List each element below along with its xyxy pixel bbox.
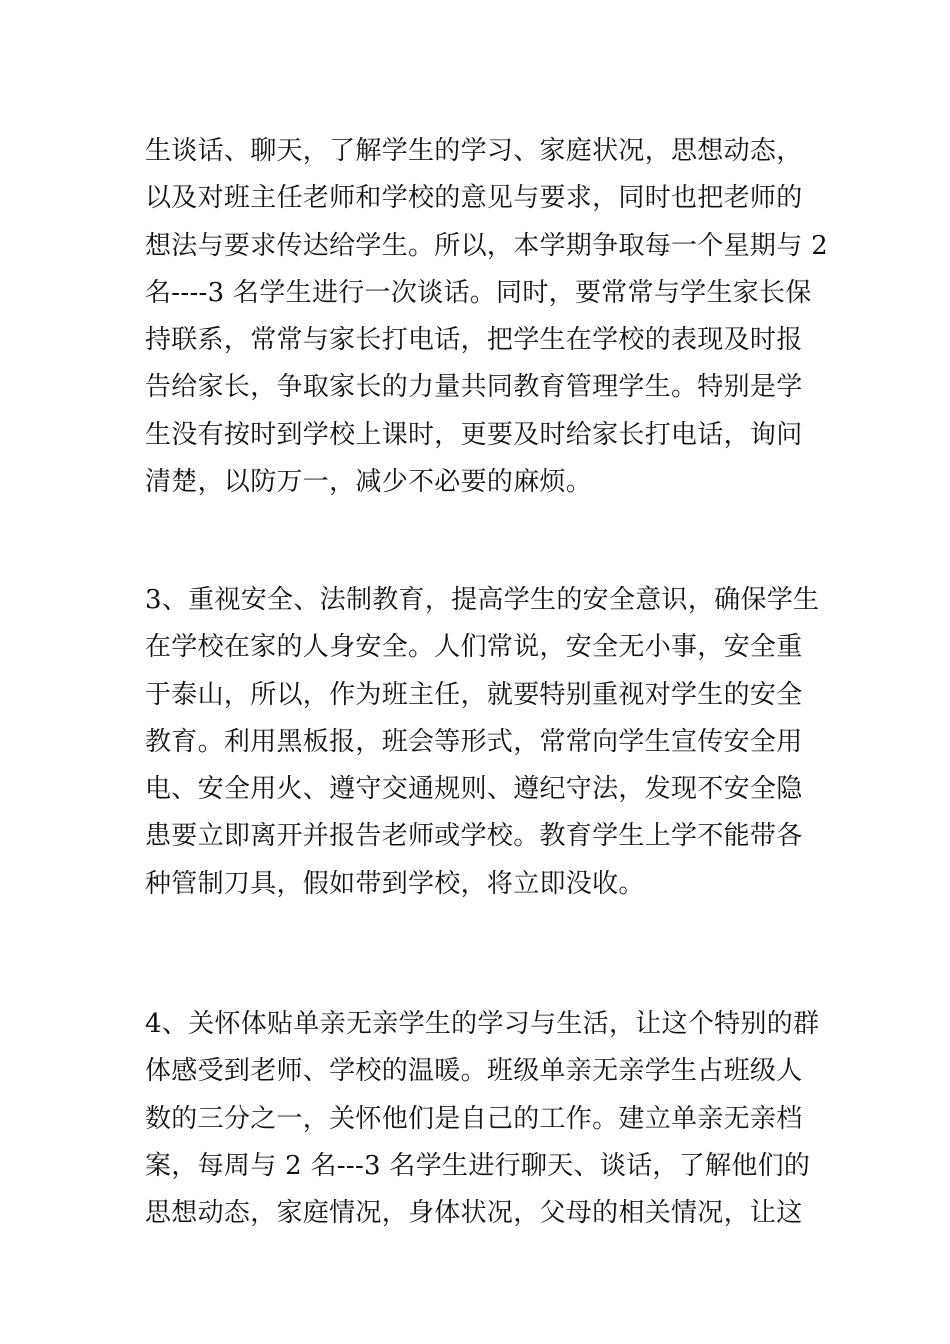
text-line: 体感受到老师、学校的温暖。班级单亲无亲学生占班级人 [145,1056,803,1087]
text-line: 于泰山，所以，作为班主任，就要特别重视对学生的安全 [145,679,803,710]
text-line: 生没有按时到学校上课时，更要及时给家长打电话，询问 [145,419,803,450]
text-line: 告给家长，争取家长的力量共同教育管理学生。特别是学 [145,372,803,403]
text-line: 在学校在家的人身安全。人们常说，安全无小事，安全重 [145,632,803,663]
paragraph-communication [145,128,828,506]
text-line: 思想动态，家庭情况，身体状况，父母的相关情况，让这 [145,1198,803,1229]
text-line: 数的三分之一，关怀他们是自己的工作。建立单亲无亲档 [145,1103,803,1134]
text-line: 以及对班主任老师和学校的意见与要求，同时也把老师的 [145,183,803,214]
text-line: 教育。利用黑板报，班会等形式，常常向学生宣传安全用 [145,726,803,757]
text-line: 电、安全用火、遵守交通规则、遵纪守法，发现不安全隐 [145,774,803,805]
paragraph-single-parent-care [145,1001,820,1237]
text-line: 患要立即离开并报告老师或学校。教育学生上学不能带各 [145,821,803,852]
text-line: 想法与要求传达给学生。所以，本学期争取每一个星期与 2 [145,230,828,261]
text-line: 种管制刀具，假如带到学校，将立即没收。 [145,868,645,899]
text-line: 案，每周与 2 名---3 名学生进行聊天、谈话，了解他们的 [145,1150,811,1181]
text-line: 持联系，常常与家长打电话，把学生在学校的表现及时报 [145,325,803,356]
text-line: 4、关怀体贴单亲无亲学生的学习与生活，让这个特别的群 [145,1009,820,1039]
text-line: 3、重视安全、法制教育，提高学生的安全意识，确保学生 [145,585,820,615]
text-line: 生谈话、聊天，了解学生的学习、家庭状况，思想动态， [145,136,803,166]
paragraph-safety-education [145,577,820,908]
text-line: 名----3 名学生进行一次谈话。同时，要常常与学生家长保 [145,277,812,308]
text-line: 清楚，以防万一，减少不必要的麻烦。 [145,467,593,498]
